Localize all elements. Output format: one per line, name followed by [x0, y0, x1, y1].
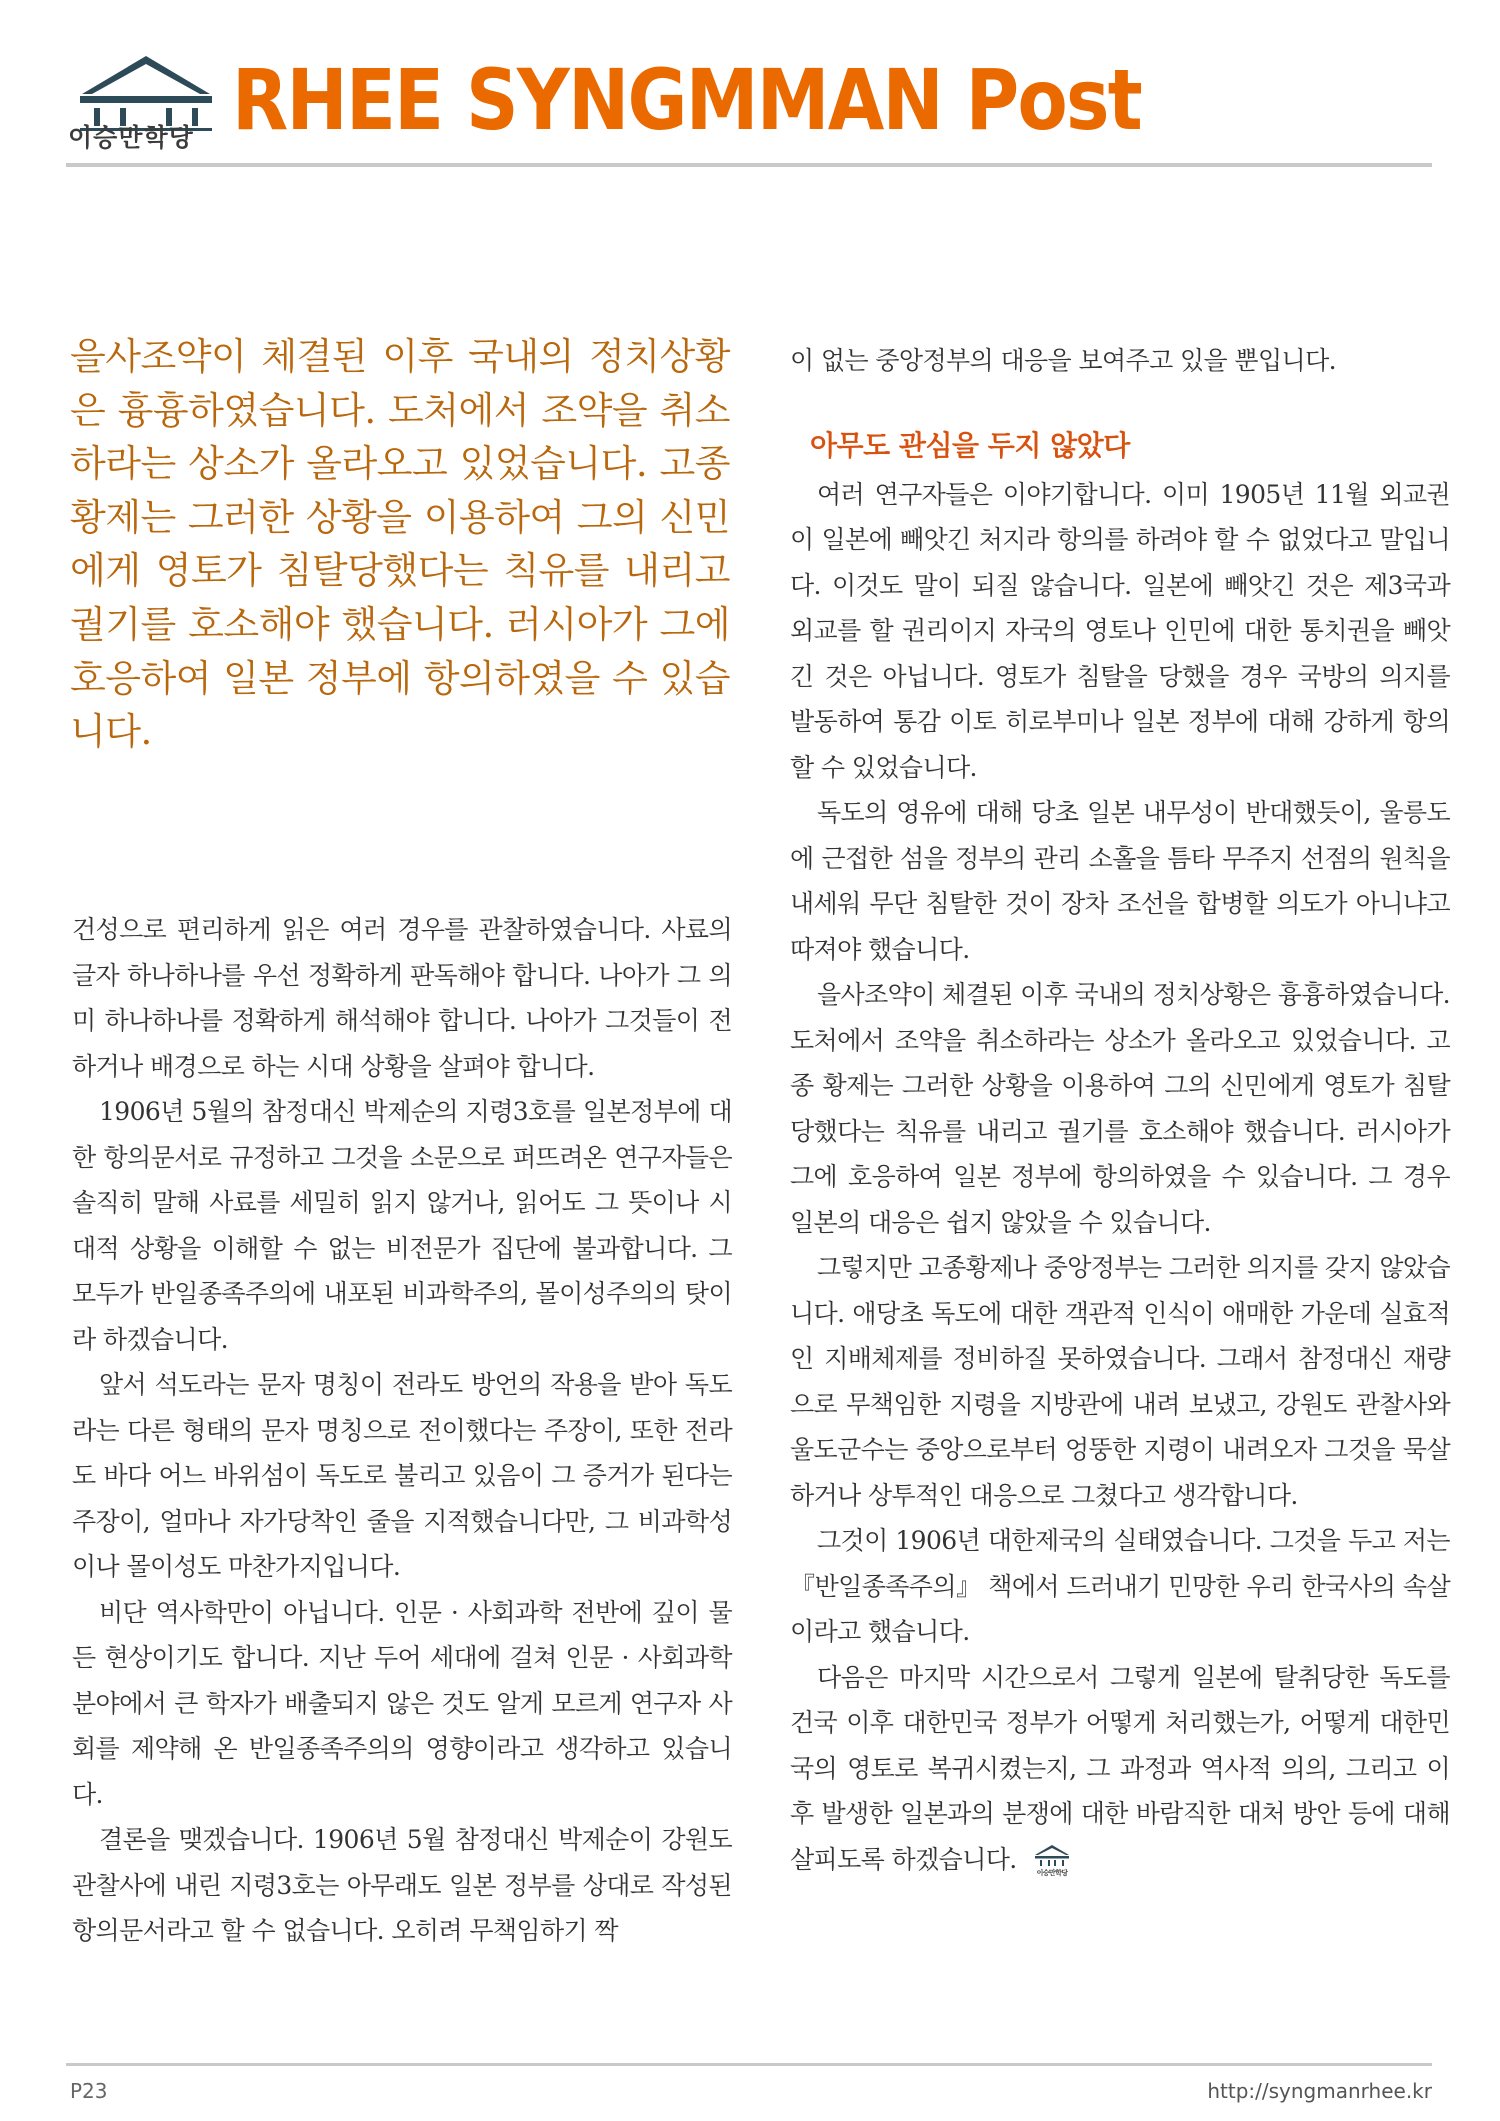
left-paragraph-3: 앞서 석도라는 문자 명칭이 전라도 방언의 작용을 받아 독도라는 다른 형태의 문자 명칭으로 전이했다는 주장이, 또한 전라도 바다 어느 바위섬이 독도로 불리고 있음이 그 증거가 된다는 주장이, 얼마나 자가당착인 줄을 지적했습니다만, 그 비과학성이나 몰이성도 마찬가지입니다.: [72, 1370, 732, 1581]
left-paragraph-2: 1906년 5월의 참정대신 박제순의 지령3호를 일본정부에 대한 항의문서로 규정하고 그것을 소문으로 퍼뜨려온 연구자들은 솔직히 말해 사료를 세밀히 읽지 않거나, 읽어도 그 뜻이나 시대적 상황을 이해할 수 없는 비전문가 집단에 불과합니다. 그 모두가 반일종족주의에 내포된 비과학주의, 몰이성주의의 탓이라 하겠습니다.: [72, 1097, 732, 1354]
footer-divider: [66, 2063, 1432, 2066]
page-number: P23: [70, 2079, 108, 2103]
header-divider: [66, 163, 1432, 167]
lead-text: 을사조약이 체결된 이후 국내의 정치상황은 흉흉하였습니다. 도처에서 조약을 취소하라는 상소가 올라오고 있었습니다. 고종 황제는 그러한 상황을 이용하여 그의 신민에게 영토가 침탈당했다는 칙유를 내리고 궐기를 호소해야 했습니다. 러시아가 그에 호응하여 일본 정부에 항의하였을 수 있습니다.: [70, 335, 730, 754]
logo-text: 이승만학당: [68, 123, 194, 152]
right-paragraph-3: 을사조약이 체결된 이후 국내의 정치상황은 흉흉하였습니다. 도처에서 조약을 취소하라는 상소가 올라오고 있었습니다. 고종 황제는 그러한 상황을 이용하여 그의 신민에게 영토가 침탈당했다는 칙유를 내리고 궐기를 호소해야 했습니다. 러시아가 그에 호응하여 일본 정부에 항의하였을 수 있습니다. 그 경우 일본의 대응은 쉽지 않았을 수 있습니다.: [790, 980, 1450, 1237]
section-subheading: 아무도 관심을 두지 않았다: [810, 428, 1130, 462]
right-paragraph-4: 그렇지만 고종황제나 중앙정부는 그러한 의지를 갖지 않았습니다. 애당초 독도에 대한 객관적 인식이 애매한 가운데 실효적인 지배체제를 정비하질 못하였습니다. 그래서 참정대신 재량으로 무책임한 지령을 지방관에 내려 보냈고, 강원도 관찰사와 울도군수는 중앙으로부터 엉뚱한 지령이 내려오자 그것을 묵살하거나 상투적인 대응으로 그쳤다고 생각합니다.: [790, 1253, 1450, 1510]
left-paragraph-1: 건성으로 편리하게 읽은 여러 경우를 관찰하였습니다. 사료의 글자 하나하나를 우선 정확하게 판독해야 합니다. 나아가 그 의미 하나하나를 정확하게 해석해야 합니다. 나아가 그것들이 전하거나 배경으로 하는 시대 상황을 살펴야 합니다.: [72, 915, 732, 1081]
right-paragraph-6: [790, 1655, 1450, 1883]
left-paragraph-5: 결론을 맺겠습니다. 1906년 5월 참정대신 박제순이 강원도 관찰사에 내린 지령3호는 아무래도 일본 정부를 상대로 작성된 항의문서라고 할 수 없습니다. 오히려 무책임하기 짝: [72, 1825, 732, 1945]
end-mark-logo-icon: [1031, 1843, 1073, 1879]
right-paragraph-1: 여러 연구자들은 이야기합니다. 이미 1905년 11월 외교권이 일본에 빼앗긴 처지라 항의를 하려야 할 수 없었다고 말입니다. 이것도 말이 되질 않습니다. 일본에 빼앗긴 것은 제3국과 외교를 할 권리이지 자국의 영토나 인민에 대한 통치권을 빼앗긴 것은 아닙니다. 영토가 침탈을 당했을 경우 국방의 의지를 발동하여 통감 이토 히로부미나 일본 정부에 대해 강하게 항의할 수 있었습니다.: [790, 479, 1450, 782]
site-url-link[interactable]: http://syngmanrhee.kr: [1207, 2079, 1432, 2103]
right-paragraph-5: 그것이 1906년 대한제국의 실태였습니다. 그것을 두고 저는 『반일종족주의』 책에서 드러내기 민망한 우리 한국사의 속살이라고 했습니다.: [790, 1526, 1450, 1646]
right-continuation: 이 없는 중앙정부의 대응을 보여주고 있을 뿐입니다.: [790, 346, 1336, 375]
page-header: [0, 0, 1500, 170]
right-column: [790, 338, 1450, 1882]
right-paragraph-6-text: 다음은 마지막 시간으로서 그렇게 일본에 탈취당한 독도를 건국 이후 대한민국 정부가 어떻게 처리했는가, 어떻게 대한민국의 영토로 복귀시켰는지, 그 과정과 역사적 의의, 그리고 이후 발생한 일본과의 분쟁에 대한 바람직한 대처 방안 등에 대해 살피도록 하겠습니다.: [790, 1662, 1450, 1874]
masthead-title: RHEE SYNGMMAN Post: [232, 51, 1141, 149]
end-mark-text: 이승만학당: [1036, 1869, 1068, 1877]
left-paragraph-4: 비단 역사학만이 아닙니다. 인문 · 사회과학 전반에 깊이 물든 현상이기도 합니다. 지난 두어 세대에 걸쳐 인문 · 사회과학 분야에서 큰 학자가 배출되지 않은 것도 알게 모르게 연구자 사회를 제약해 온 반일종족주의의 영향이라고 생각하고 있습니다.: [72, 1597, 732, 1809]
lead-quote: [70, 330, 730, 759]
left-column: [72, 907, 732, 1954]
right-paragraph-2: 독도의 영유에 대해 당초 일본 내무성이 반대했듯이, 울릉도에 근접한 섬을 정부의 관리 소홀을 틈타 무주지 선점의 원칙을 내세워 무단 침탈한 것이 장차 조선을 합병할 의도가 아니냐고 따져야 했습니다.: [790, 798, 1450, 964]
